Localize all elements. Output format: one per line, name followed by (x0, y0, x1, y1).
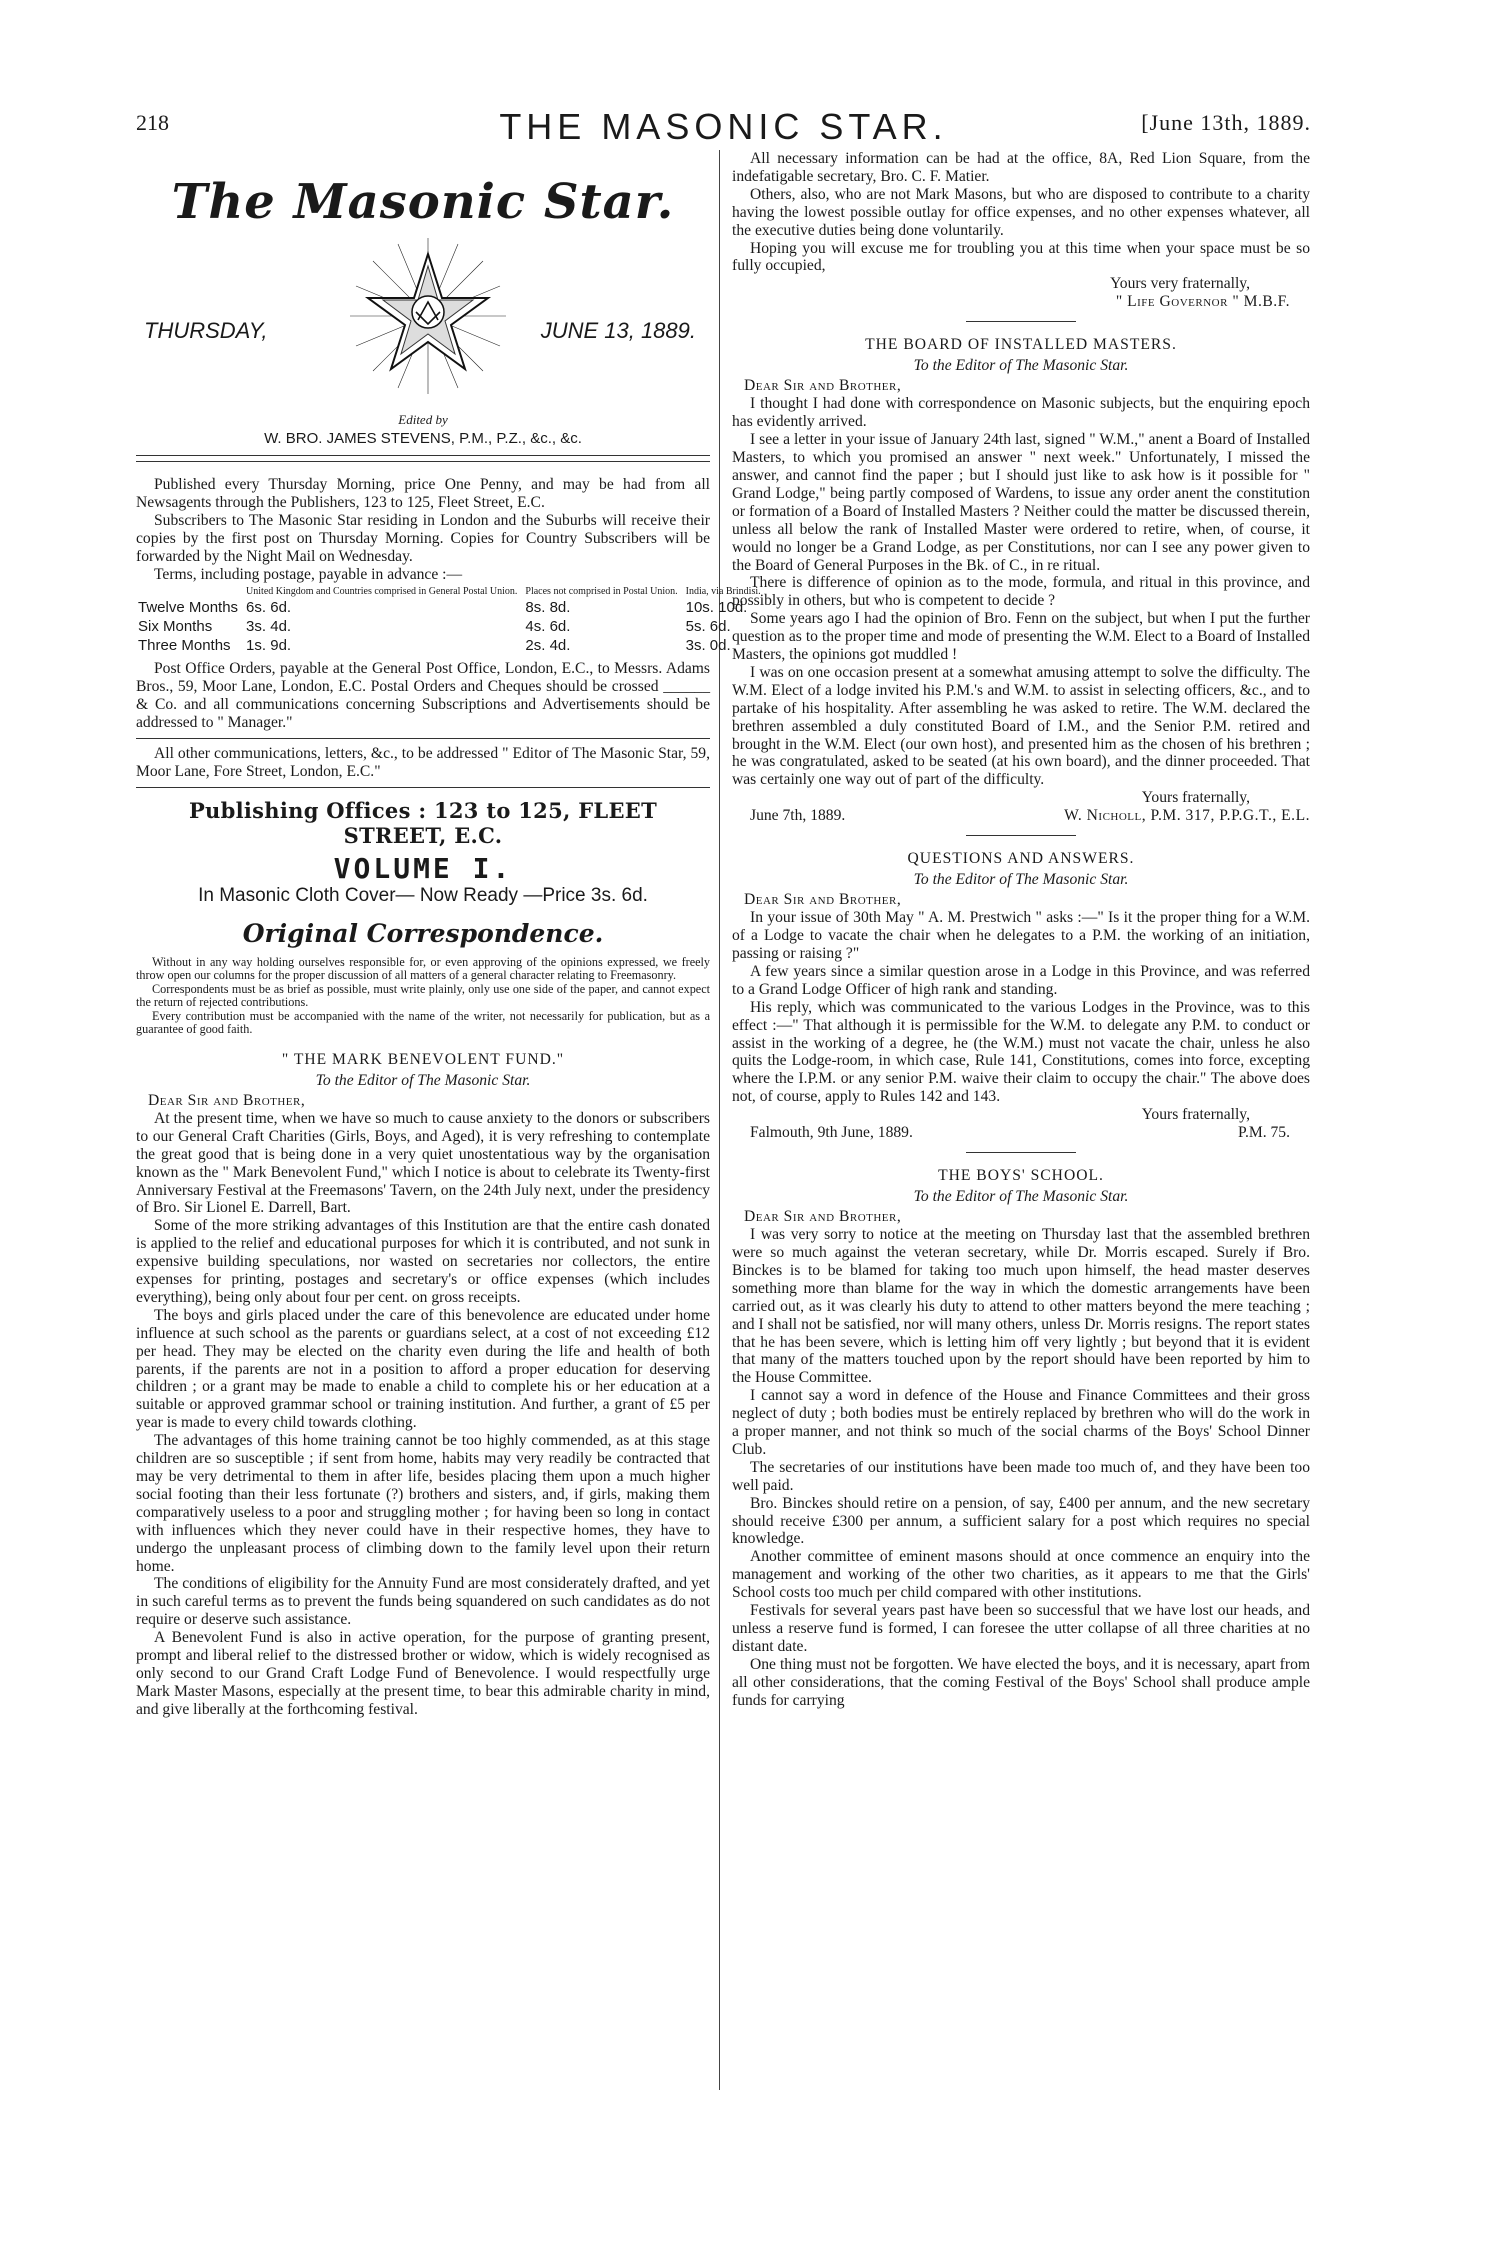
terms-header-uk: United Kingdom and Countries comprised in General Postal Union. (246, 586, 518, 598)
publishing-offices: Publishing Offices : 123 to 125, FLEET STREET, E.C. (188, 797, 658, 848)
right-column (732, 150, 1310, 2100)
masthead-date-row (136, 236, 710, 406)
article-paragraph: Some of the more striking advantages of this Institution are that the entire cash donated is applied to the relief and educational purposes for which it is contributed, and not sunk in expensive building speculations, nor wasted on secretaries nor collectors, the entire expenses for printing, postages and secretary's or office expenses (which includes everything), being only about four per cent. on gross receipts. (136, 1217, 710, 1306)
salutation: Dear Sir and Brother, (744, 1208, 902, 1226)
article-paragraph: The secretaries of our institutions have been made too much of, and they have been too well paid. (732, 1458, 1310, 1494)
terms-row: Three Months 1s. 9d. 2s. 4d. 3s. 0d. (138, 637, 731, 655)
salutation: Dear Sir and Brother, (744, 891, 902, 909)
column-divider (719, 150, 720, 2090)
letter-date: June 7th, 1889. (750, 807, 846, 825)
divider (966, 835, 1076, 836)
article-title: QUESTIONS AND ANSWERS. (907, 850, 1135, 868)
terms-header-india: India, via Brindisi. (685, 586, 761, 598)
article-paragraph: A Benevolent Fund is also in active operation, for the purpose of granting present, prompt and liberal relief to the distressed brother or widow, which is widely recognised as only second to our Grand Craft Lodge Fund of Benevolence. I would respectfully urge Mark Master Masons, especially at the present time, to bear this admirable charity in mind, and give liberally at the forthcoming festival. (136, 1629, 710, 1718)
disclaimer: Without in any way holding ourselves responsible for, or even approving of the opinions expressed, we freely throw open our columns for the proper discussion of all matters of a general character relating to Freemasonry. (136, 954, 710, 983)
disclaimer: Every contribution must be accompanied with the name of the writer, not necessarily for publication, but as a guarantee of good faith. (136, 1008, 710, 1037)
article-paragraph: All necessary information can be had at the office, 8A, Red Lion Square, from the indefatigable secretary, Bro. C. F. Matier. (732, 150, 1310, 185)
signoff-line (732, 807, 1310, 825)
signature: P.M. 75. (1238, 1124, 1290, 1142)
article-title: " THE MARK BENEVOLENT FUND." (281, 1050, 565, 1068)
closing: Yours fraternally, (1141, 789, 1250, 807)
article-addressee: To the Editor of The Masonic Star. (913, 871, 1129, 889)
article-paragraph: Some years ago I had the opinion of Bro. Fenn on the subject, but when I put the further question as to the proper time and mode of presenting the W.M. Elect to a Board of Installed Masters, the opinions got muddled ! (732, 610, 1310, 664)
paper-title: THE MASONIC STAR. (499, 106, 948, 147)
page-date: [June 13th, 1889. (1141, 110, 1311, 135)
masonic-star-icon (348, 236, 508, 396)
article-paragraph: Festivals for several years past have been so successful that we have lost our heads, and unless a reserve fund is formed, I can foresee the utter collapse of all three charities at no distant date. (732, 1602, 1310, 1655)
article-paragraph: There is difference of opinion as to the mode, formula, and ritual in this province, and possibly in others, but who is competent to decide ? (732, 574, 1310, 610)
salutation: Dear Sir and Brother, (148, 1091, 306, 1109)
article-paragraph: A few years since a similar question arose in a Lodge in this Province, and was referred to a Grand Lodge Officer of high rank and standing. (732, 962, 1310, 998)
article-paragraph: At the present time, when we have so much to cause anxiety to the donors or subscribers to our General Craft Charities (Girls, Boys, and Aged), it is very refreshing to contemplate the great good that is being done in a very quiet unostentatious way by the organisation known as the " Mark Benevolent Fund," which I notice is about to celebrate its Twenty-first Anniversary Festival at the Freemasons' Tavern, on the 24th July next, under the presidency of Bro. Sir Lionel E. Darrell, Bart. (136, 1109, 710, 1217)
divider (136, 787, 710, 788)
article-paragraph: The advantages of this home training cannot be too highly commended, as at this stage children are so susceptible ; if sent from home, habits may very readily be contracted that may be very detrimental to them in after life, besides placing them upon a much higher social footing than their less fortunate (?) brothers and sisters, and, if girls, making them comparatively useless to a poor and struggling mother ; for having been so long in contact with influences which they never could have in their respective homes, they have to undergo the unpleasant process of climbing down to the family level upon their return home. (136, 1432, 710, 1575)
terms-row: Six Months 3s. 4d. 4s. 6d. 5s. 6d. (138, 618, 731, 636)
signature: " Life Governor " M.B.F. (1115, 293, 1290, 311)
volume-heading: VOLUME I. (333, 851, 513, 885)
divider (966, 321, 1076, 322)
signoff-line (732, 1124, 1310, 1142)
signature: W. Nicholl, P.M. 317, P.P.G.T., E.L. (1064, 807, 1310, 825)
article-title: THE BOYS' SCHOOL. (938, 1167, 1104, 1185)
editor-address: All other communications, letters, &c., to be addressed " Editor of The Masonic Star, 59, Moor Lane, Fore Street, London, E.C." (136, 745, 710, 780)
closing: Yours very fraternally, (1110, 275, 1250, 293)
article-paragraph: His reply, which was communicated to the various Lodges in the Province, was to this effect :—" That although it is permissible for the W.M. to delegate any P.M. to conduct or assist in the working of a degree, he (the W.M.) must not vacate the chair, unless he also quits the Lodge-room, in which case, Rule 141, Constitutions, comes into force, excepting where the I.P.M. or any senior P.M. waive their claim to occupy the chair." The above does not, of course, apply to Rules 142 and 143. (732, 998, 1310, 1106)
divider (136, 738, 710, 739)
article-paragraph: I cannot say a word in defence of the House and Finance Committees and their gross neglect of duty ; both bodies must be entirely replaced by brethren who will do the work in a proper manner, and not think so much of the social charms of the Boys' School Dinner Club. (732, 1387, 1310, 1458)
article-paragraph: I was on one occasion present at a somewhat amusing attempt to solve the difficulty. The W.M. Elect of a lodge invited his P.M.'s and W.M. to assist in selecting officers, &c., and to partake of his hospitality. After assembling he was asked to retire. The W.M. declared the brethren assembled a duly constituted Board of I.M., and the Senior P.M. retired and brought in the W.M. Elect (our own host), and presented him as the chosen of his brethren ; he was congratulated, asked to be seated (at his own board), and the dinner proceeded. That was certainly one way out of part of the difficulty. (732, 663, 1310, 789)
section-heading: Original Correspondence. (242, 918, 604, 948)
article-addressee: To the Editor of The Masonic Star. (315, 1071, 531, 1089)
editor-name: W. BRO. JAMES STEVENS, P.M., P.Z., &c., &c. (264, 430, 582, 447)
masthead-day: THURSDAY, (144, 318, 268, 343)
article-paragraph: Bro. Binckes should retire on a pension, of say, £400 per annum, and the new secretary should receive £300 per annum, a sufficient salary for a post which requires no special knowledge. (732, 1494, 1310, 1548)
article-addressee: To the Editor of The Masonic Star. (913, 1188, 1129, 1206)
letter-date: Falmouth, 9th June, 1889. (750, 1124, 913, 1142)
article-title: THE BOARD OF INSTALLED MASTERS. (865, 336, 1177, 354)
article-paragraph: Hoping you will excuse me for troubling you at this time when your space must be so fully occupied, (732, 239, 1310, 275)
article-paragraph: I thought I had done with correspondence on Masonic subjects, but the enquiring epoch has evidently arrived. (732, 395, 1310, 431)
page-number: 218 (136, 110, 169, 135)
masthead-title: The Masonic Star. (171, 174, 675, 230)
article-paragraph: I was very sorry to notice at the meeting on Thursday last that the assembled brethren were so much against the veteran secretary, while Dr. Morris escaped. Surely if Bro. Binckes is to be blamed for taking too much upon himself, the head master deserves something more than blame for the way in which the domestic arrangements have been carried out, as it was clearly his duty to attend to other matters beyond the mere teaching ; and I shall not be satisfied, nor will many others, unless Dr. Morris resigns. The report states that he has been severe, which is letting him off very lightly ; but beyond that it is evident that many of the matters touched upon by the report should have been reported by him to the House Committee. (732, 1226, 1310, 1387)
page-header (136, 106, 1311, 146)
subscriber-info: Subscribers to The Masonic Star residing in London and the Suburbs will receive their copies by the first post on Thursday Morning. Copies for Country Subscribers will be forwarded by the Night Mail on Wednesday. (136, 511, 710, 565)
article-addressee: To the Editor of The Masonic Star. (913, 357, 1129, 375)
terms-header-other: Places not comprised in Postal Union. (525, 586, 678, 598)
closing: Yours fraternally, (1141, 1106, 1250, 1124)
article-paragraph: One thing must not be forgotten. We have elected the boys, and it is necessary, apart from all other considerations, that the coming Festival of the Boys' School shall produce ample funds for carrying (732, 1655, 1310, 1709)
article-paragraph: I see a letter in your issue of January 24th last, signed " W.M.," anent a Board of Installed Masters, to which you promised an answer " next week." Unfortunately, I missed the answer, and cannot find the paper ; but I should just like to ask how is it possible for " Grand Lodge," being partly composed of Wardens, to issue any order anent the constitution or formation of a Board of Installed Masters ? Neither could the matter be discussed therein, unless all below the rank of Installed Master were ordered to retire, when, of course, it would no longer be a Grand Lodge, as per Constitutions, nor can I see any power given to the Board of General Purposes in the Bk. of C., in re ritual. (732, 431, 1310, 574)
masthead-date: JUNE 13, 1889. (540, 318, 696, 343)
edited-by: Edited by (398, 412, 448, 427)
terms-intro: Terms, including postage, payable in advance :— (154, 565, 463, 583)
article-paragraph: The conditions of eligibility for the Annuity Fund are most considerately drafted, and yet in such careful terms as to prevent the funds being squandered on such candidates as do not require or deserve such assistance. (136, 1575, 710, 1629)
payment-info: Post Office Orders, payable at the General Post Office, London, E.C., to Messrs. Adams Bros., 59, Moor Lane, London, E.C. Postal Orders and Cheques should be crossed ______ & Co. and all communications concerning Subscriptions and Advertisements should be addressed to " Manager." (136, 660, 710, 732)
salutation: Dear Sir and Brother, (744, 377, 902, 395)
volume-price: In Masonic Cloth Cover— Now Ready —Price 3s. 6d. (198, 884, 648, 906)
publishing-info: Published every Thursday Morning, price One Penny, and may be had from all Newsagents through the Publishers, 123 to 125, Fleet Street, E.C. (136, 476, 710, 511)
terms-row: Twelve Months 6s. 6d. 8s. 8d. 10s. 10d. (138, 599, 748, 617)
disclaimer: Correspondents must be as brief as possible, must write plainly, only use one side of the paper, and cannot expect the return of rejected contributions. (136, 981, 710, 1010)
article-paragraph: Another committee of eminent masons should at once commence an enquiry into the management and working of the other two charities, as it appears to me that the Girls' School costs too much per child compared with other institutions. (732, 1548, 1310, 1602)
left-column (136, 150, 761, 2100)
terms-table (136, 585, 769, 656)
article-paragraph: Others, also, who are not Mark Masons, but who are disposed to contribute to a charity having the lowest possible outlay for office expenses, and no other expenses whatever, all the executive duties being done voluntarily. (732, 185, 1310, 239)
masthead-rule (136, 455, 710, 462)
article-paragraph: In your issue of 30th May " A. M. Prestwich " asks :—" Is it the proper thing for a W.M. of a Lodge to vacate the chair when he delegates to a P.M. the working of an initiation, passing or raising ?" (732, 909, 1310, 962)
article-paragraph: The boys and girls placed under the care of this benevolence are educated under home influence at such school as the parents or guardians select, at a cost of not exceeding £12 per head. They may be elected on the charity even during the life and health of both parents, if the parents are not in a position to afford a proper education for deserving children ; or a grant may be made to enable a child to complete his or her education at a suitable or approved grammar school or training institution. And further, a grant of £5 per year is made to every child towards clothing. (136, 1306, 710, 1432)
divider (966, 1152, 1076, 1153)
